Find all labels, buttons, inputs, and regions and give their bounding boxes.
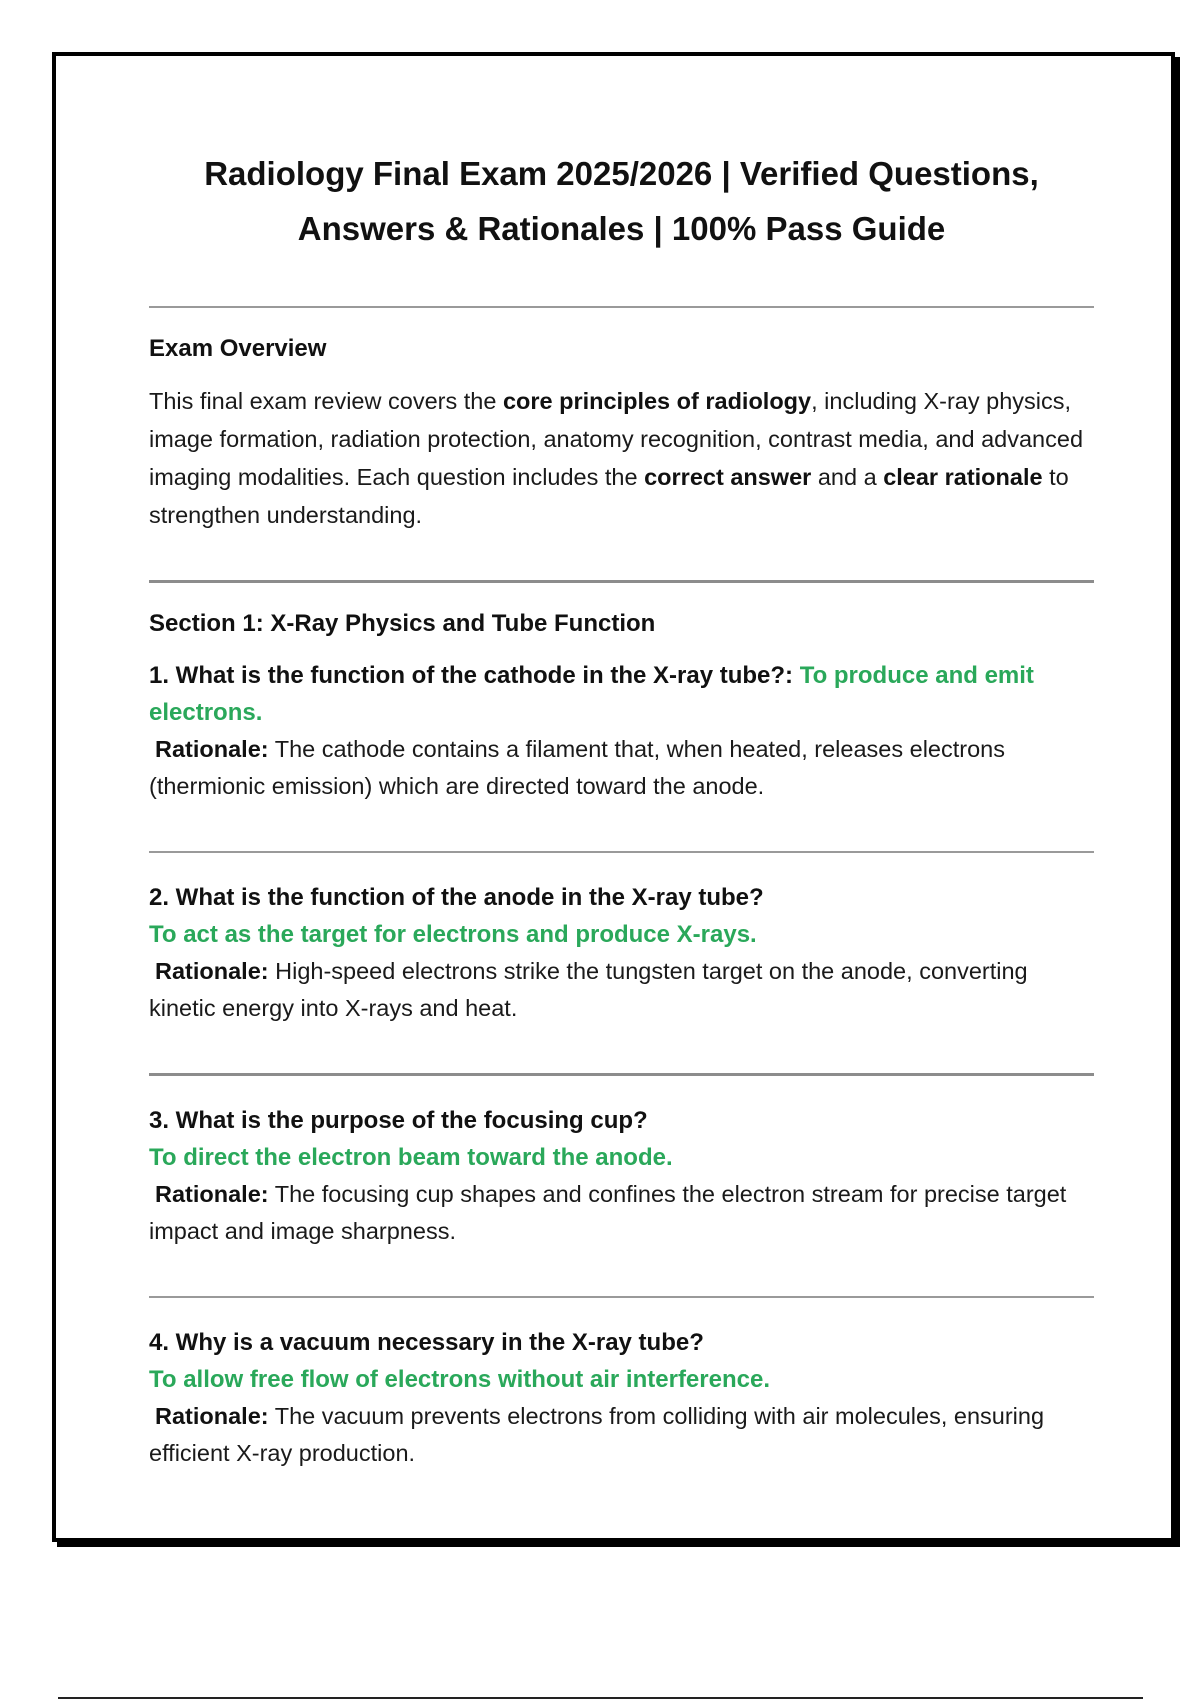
rationale-label: Rationale:: [155, 1403, 269, 1429]
rationale-label: Rationale:: [155, 958, 269, 984]
next-page-edge: [58, 1697, 1143, 1699]
question-4-prompt: 4. Why is a vacuum necessary in the X-ray tube?: [149, 1329, 704, 1356]
overview-bold-correct-answer: correct answer: [644, 464, 812, 490]
question-2-answer: To act as the target for electrons and produce X-rays.: [149, 921, 757, 948]
overview-text: [149, 382, 1094, 534]
question-4-rationale-text: The vacuum prevents electrons from colliding with air molecules, ensuring efficient X-ray production.: [149, 1403, 1045, 1466]
divider: [149, 580, 1094, 583]
question-3-rationale-text: The focusing cup shapes and confines the electron stream for precise target impact and image sharpness.: [149, 1181, 1067, 1244]
overview-bold-clear-rationale: clear rationale: [883, 464, 1043, 490]
overview-bold-core-principles: core principles of radiology: [502, 388, 812, 414]
question-1-answer: To produce and emit electrons.: [149, 662, 1034, 726]
overview-text-part-2: , including X-ray physics, image formation, radiation protection, anatomy recognition, contrast media, and advanced imaging modalities. Each question includes the: [149, 388, 1084, 490]
overview-text-part-1: This final exam review covers the: [149, 388, 503, 414]
rationale-label: Rationale:: [155, 736, 269, 762]
title-line-1: Radiology Final Exam 2025/2026 | Verified Questions,: [204, 155, 1039, 192]
question-3-prompt: 3. What is the purpose of the focusing cup?: [149, 1107, 648, 1134]
question-4-answer: To allow free flow of electrons without air interference.: [149, 1366, 770, 1393]
question-1-rationale: [149, 731, 1094, 805]
document-title: [149, 146, 1094, 256]
question-1-text: [149, 657, 1094, 731]
question-block-1: [149, 657, 1094, 805]
question-2-rationale-text: High-speed electrons strike the tungsten target on the anode, converting kinetic energy into X-rays and heat.: [149, 958, 1028, 1021]
question-block-3: [149, 1102, 1094, 1250]
question-1-prompt: 1. What is the function of the cathode in the X-ray tube?:: [149, 662, 794, 689]
page-frame: [52, 52, 1175, 1542]
question-3-rationale: [149, 1176, 1094, 1250]
rationale-label: Rationale:: [155, 1181, 269, 1207]
overview-text-part-4: to strengthen understanding.: [149, 464, 1069, 528]
question-2-rationale: [149, 953, 1094, 1027]
question-block-2: [149, 879, 1094, 1027]
divider: [149, 851, 1094, 853]
overview-text-part-3: and a: [811, 464, 884, 490]
section-1-heading: Section 1: X-Ray Physics and Tube Function: [149, 610, 656, 637]
divider: [149, 306, 1094, 308]
document-content: [149, 146, 1094, 1472]
question-4-rationale: [149, 1398, 1094, 1472]
divider: [149, 1296, 1094, 1298]
question-1-rationale-text: The cathode contains a filament that, when heated, releases electrons (thermionic emission) which are directed toward the anode.: [149, 736, 1005, 799]
title-line-2: Answers & Rationales | 100% Pass Guide: [297, 210, 946, 247]
question-block-4: [149, 1324, 1094, 1472]
question-2-prompt: 2. What is the function of the anode in the X-ray tube?: [149, 884, 764, 911]
question-3-answer: To direct the electron beam toward the anode.: [149, 1144, 673, 1171]
overview-heading: Exam Overview: [149, 335, 327, 362]
divider: [149, 1073, 1094, 1076]
